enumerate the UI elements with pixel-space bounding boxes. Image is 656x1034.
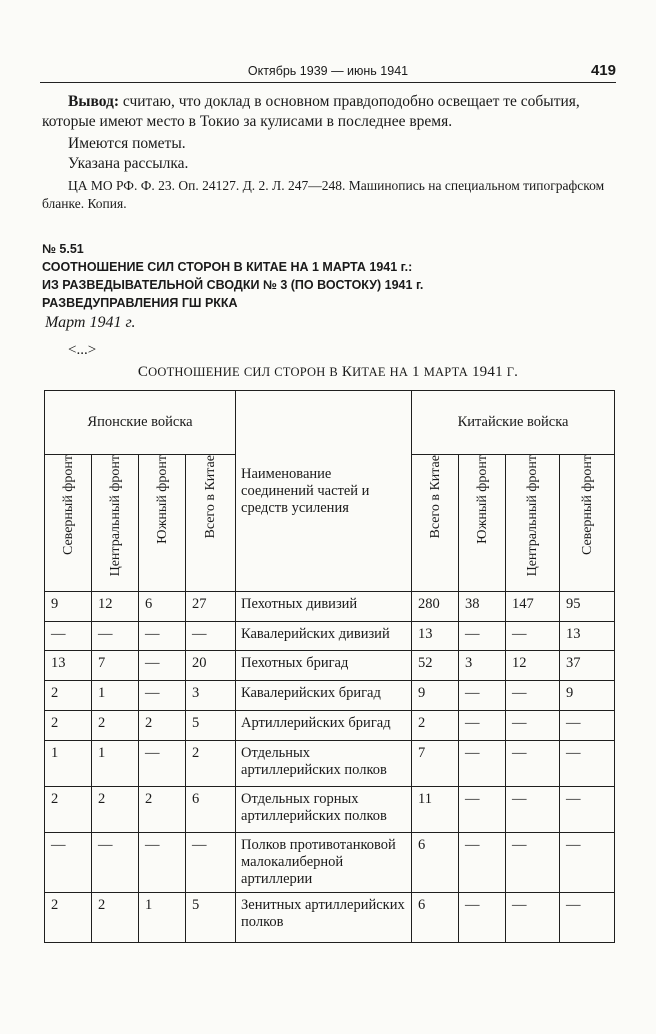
cn-value-cell: 13 [412, 622, 459, 651]
cn-value-cell: 12 [506, 651, 560, 681]
jp-value-cell: — [139, 833, 186, 893]
cn-value-cell: — [560, 741, 615, 787]
table-row [45, 681, 615, 711]
jp-value-cell: 7 [92, 651, 139, 681]
jp-value-cell: 20 [186, 651, 236, 681]
cn-value-cell: — [506, 681, 560, 711]
page-number: 419 [590, 62, 616, 79]
unit-name-header: Наименование соединений частей и средств усиления [236, 391, 412, 592]
jp-value-cell: 12 [92, 592, 139, 622]
table-row [45, 787, 615, 833]
jp-value-cell: 5 [186, 893, 236, 943]
jp-value-cell: 2 [92, 893, 139, 943]
jp-value-cell: 2 [45, 893, 92, 943]
table-row [45, 893, 615, 943]
archive-source: ЦА МО РФ. Ф. 23. Оп. 24127. Д. 2. Л. 247—248. Машинопись на специальном типографском бланке. Копия. [42, 178, 605, 211]
jp-value-cell: 13 [45, 651, 92, 681]
jp-value-cell: 1 [139, 893, 186, 943]
omission-mark: <...> [68, 342, 97, 358]
jp-value-cell: 1 [92, 681, 139, 711]
note-marks: Имеются пометы. [68, 135, 186, 152]
cn-value-cell: — [459, 622, 506, 651]
jp-value-cell: 2 [92, 787, 139, 833]
jp-value-cell: — [139, 651, 186, 681]
document-title-line: ИЗ РАЗВЕДЫВАТЕЛЬНОЙ СВОДКИ № 3 (ПО ВОСТОКУ) 1941 г. [42, 278, 424, 292]
cn-col-header: Южный фронт [459, 455, 506, 592]
jp-value-cell: — [92, 833, 139, 893]
cn-col-header: Центральный фронт [506, 455, 560, 592]
cn-value-cell: 95 [560, 592, 615, 622]
conclusion-paragraph [42, 92, 614, 132]
jp-value-cell: — [92, 622, 139, 651]
jp-col-header: Всего в Китае [186, 455, 236, 592]
document-title-line: РАЗВЕДУПРАВЛЕНИЯ ГШ РККА [42, 296, 238, 310]
unit-name-cell: Полков противотанковой малокалиберной артиллерии [236, 833, 412, 893]
cn-value-cell: — [560, 893, 615, 943]
jp-col-header: Центральный фронт [92, 455, 139, 592]
jp-value-cell: 2 [186, 741, 236, 787]
jp-value-cell: 27 [186, 592, 236, 622]
cn-value-cell: 2 [412, 711, 459, 741]
table-row [45, 711, 615, 741]
unit-name-cell: Отдельных горных артиллерийских полков [236, 787, 412, 833]
running-title: Октябрь 1939 — июнь 1941 [247, 64, 409, 78]
forces-table [44, 390, 615, 943]
chinese-forces-header: Китайские войска [412, 391, 615, 455]
jp-value-cell: — [186, 833, 236, 893]
cn-value-cell: — [506, 893, 560, 943]
cn-value-cell: — [459, 681, 506, 711]
cn-col-header: Северный фронт [560, 455, 615, 592]
jp-value-cell: 1 [92, 741, 139, 787]
cn-value-cell: 13 [560, 622, 615, 651]
jp-value-cell: 6 [186, 787, 236, 833]
document-title-line: СООТНОШЕНИЕ СИЛ СТОРОН В КИТАЕ НА 1 МАРТА 1941 г.: [42, 260, 413, 274]
cn-value-cell: 52 [412, 651, 459, 681]
jp-col-header: Южный фронт [139, 455, 186, 592]
cn-value-cell: 9 [412, 681, 459, 711]
unit-name-cell: Зенитных артиллерийских полков [236, 893, 412, 943]
jp-value-cell: 2 [45, 681, 92, 711]
document-number: № 5.51 [42, 242, 84, 256]
conclusion-label: Вывод: [68, 93, 120, 110]
jp-value-cell: 2 [92, 711, 139, 741]
unit-name-cell: Кавалерийских бригад [236, 681, 412, 711]
jp-value-cell: — [186, 622, 236, 651]
unit-name-cell: Кавалерийских дивизий [236, 622, 412, 651]
cn-value-cell: — [506, 833, 560, 893]
cn-value-cell: — [506, 622, 560, 651]
cn-value-cell: 6 [412, 833, 459, 893]
table-row [45, 741, 615, 787]
cn-value-cell: — [506, 787, 560, 833]
cn-value-cell: 6 [412, 893, 459, 943]
jp-value-cell: 2 [45, 787, 92, 833]
table-row [45, 622, 615, 651]
jp-value-cell: 3 [186, 681, 236, 711]
cn-value-cell: 147 [506, 592, 560, 622]
jp-value-cell: — [45, 622, 92, 651]
document-title [42, 258, 622, 312]
conclusion-text: считаю, что доклад в основном правдоподобно освещает те события, которые имеют место в Токио за кулисами в последнее время. [42, 93, 580, 130]
table-row [45, 592, 615, 622]
jp-value-cell: — [139, 681, 186, 711]
cn-value-cell: 9 [560, 681, 615, 711]
cn-value-cell: 7 [412, 741, 459, 787]
cn-value-cell: — [459, 787, 506, 833]
header-rule [40, 82, 616, 83]
unit-name-cell: Артиллерийских бригад [236, 711, 412, 741]
cn-value-cell: 38 [459, 592, 506, 622]
cn-value-cell: — [506, 711, 560, 741]
note-distribution: Указана рассылка. [68, 155, 189, 172]
unit-name-cell: Пехотных дивизий [236, 592, 412, 622]
page-header [40, 62, 616, 80]
cn-value-cell: — [459, 741, 506, 787]
cn-value-cell: — [506, 741, 560, 787]
cn-value-cell: — [459, 711, 506, 741]
jp-value-cell: — [45, 833, 92, 893]
jp-value-cell: 5 [186, 711, 236, 741]
japanese-forces-header: Японские войска [45, 391, 236, 455]
table-row [45, 651, 615, 681]
jp-value-cell: 2 [139, 787, 186, 833]
unit-name-cell: Отдельных артиллерийских полков [236, 741, 412, 787]
document-date: Март 1941 г. [45, 314, 136, 331]
table-body [45, 592, 615, 943]
jp-value-cell: 6 [139, 592, 186, 622]
cn-value-cell: 11 [412, 787, 459, 833]
cn-value-cell: — [560, 833, 615, 893]
jp-value-cell: — [139, 741, 186, 787]
jp-value-cell: 2 [45, 711, 92, 741]
cn-value-cell: — [560, 787, 615, 833]
cn-value-cell: 3 [459, 651, 506, 681]
cn-value-cell: — [459, 893, 506, 943]
table-row [45, 833, 615, 893]
jp-value-cell: 9 [45, 592, 92, 622]
jp-col-header: Северный фронт [45, 455, 92, 592]
jp-value-cell: 2 [139, 711, 186, 741]
jp-value-cell: — [139, 622, 186, 651]
jp-value-cell: 1 [45, 741, 92, 787]
cn-value-cell: 37 [560, 651, 615, 681]
unit-name-cell: Пехотных бригад [236, 651, 412, 681]
cn-value-cell: — [459, 833, 506, 893]
cn-value-cell: — [560, 711, 615, 741]
cn-col-header: Всего в Китае [412, 455, 459, 592]
cn-value-cell: 280 [412, 592, 459, 622]
table-title: СООТНОШЕНИЕ СИЛ СТОРОН В КИТАЕ НА 1 МАРТА 1941 Г. [137, 364, 519, 380]
